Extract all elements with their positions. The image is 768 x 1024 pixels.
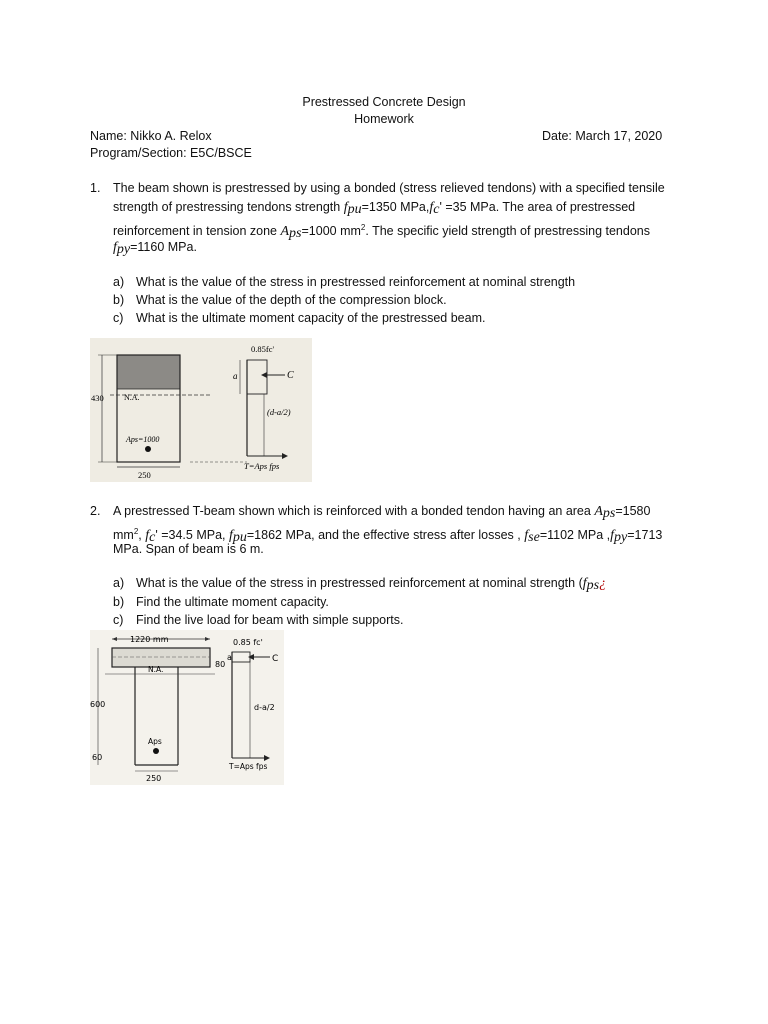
q1-item-c-text: What is the ultimate moment capacity of the prestressed beam. bbox=[136, 311, 486, 325]
q2-item-c-text: Find the live load for beam with simple supports. bbox=[136, 613, 404, 627]
q2-item-b-text: Find the ultimate moment capacity. bbox=[136, 595, 329, 609]
web-width-label: 250 bbox=[146, 774, 162, 783]
tendon-marker bbox=[153, 748, 159, 754]
q1-number: 1. bbox=[90, 181, 101, 195]
q2-line-2: $mm^2$, $f_c' =34.5$ MPa, $f_{pu}=1862$ MPa, and the effective stress after losses , $f_{se}=1102$ MPa $,f_{py}=1713$ bbox=[113, 527, 663, 545]
document-subtitle: Homework bbox=[354, 112, 414, 126]
neutral-axis-label: N.A. bbox=[148, 665, 164, 674]
a-label: a bbox=[227, 653, 232, 662]
tension-label: T=Aps fps bbox=[229, 762, 268, 771]
q1-item-b-text: What is the value of the depth of the compression block. bbox=[136, 293, 447, 307]
document-title: Prestressed Concrete Design bbox=[302, 95, 466, 109]
q2-line-1: A prestressed T-beam shown which is reinforced with a bonded tendon having an area $A_{ps}=1580$ bbox=[113, 504, 651, 521]
q1-line-4: $f_{py}=1160$ MPa. bbox=[113, 240, 197, 257]
tendon-area-label: Aps=1000 bbox=[126, 435, 160, 444]
q1-line-2: strength of prestressing tendons strength $f_{pu}=1350$ $MPa,f_c' =35$ MPa. The area of prestressed bbox=[113, 200, 636, 217]
a-label: a bbox=[233, 371, 238, 381]
q1-item-c-label: c) bbox=[113, 311, 124, 325]
lever-arm-label: (d-a/2) bbox=[267, 407, 291, 417]
q2-item-c-label: c) bbox=[113, 613, 124, 627]
stress-label: 0.85 fc' bbox=[233, 638, 263, 647]
neutral-axis-label: N.A. bbox=[124, 393, 140, 402]
width-label: 250 bbox=[138, 470, 151, 480]
q2-number: 2. bbox=[90, 504, 101, 518]
q1-line-1: The beam shown is prestressed by using a bonded (stress relieved tendons) with a specified tensile bbox=[113, 181, 665, 195]
flange-depth-label: 80 bbox=[215, 660, 226, 669]
height-label: 430 bbox=[91, 393, 104, 403]
tendon-marker bbox=[145, 446, 151, 452]
compression-block-shading bbox=[117, 355, 180, 389]
student-name: Name: Nikko A. Relox bbox=[90, 129, 212, 143]
tension-label: T=Aps fps bbox=[244, 461, 280, 471]
q1-item-a-label: a) bbox=[113, 275, 125, 289]
tendon-area-label: Aps bbox=[148, 737, 162, 746]
q2-item-b-label: b) bbox=[113, 595, 125, 609]
cover-label: 60 bbox=[92, 753, 103, 762]
q2-item-a-text: What is the value of the stress in prestressed reinforcement at nominal strength ($f_{ps}¿$ bbox=[136, 576, 607, 593]
compression-label: C bbox=[272, 654, 279, 664]
q1-beam-figure bbox=[90, 338, 312, 482]
stress-label: 0.85fc' bbox=[251, 344, 275, 354]
q1-beam-diagram bbox=[90, 338, 312, 482]
q1-line-3: reinforcement in tension zone $A_{ps}=1000$ $mm^2$. The specific yield strength of prestressing tendons bbox=[113, 223, 650, 241]
lever-arm-label: d-a/2 bbox=[254, 703, 275, 712]
height-label: 600 bbox=[90, 700, 106, 709]
q2-line-3: MPa. Span of beam is 6 m. bbox=[113, 542, 264, 556]
q2-item-a-label: a) bbox=[113, 576, 125, 590]
q2-tbeam-diagram bbox=[90, 630, 284, 785]
q2-tbeam-figure bbox=[90, 630, 284, 785]
date: Date: March 17, 2020 bbox=[542, 129, 663, 143]
q1-item-a-text: What is the value of the stress in prestressed reinforcement at nominal strength bbox=[136, 275, 576, 289]
program-section: Program/Section: E5C/BSCE bbox=[90, 146, 252, 160]
compression-label: C bbox=[287, 370, 294, 381]
flange-width-label: 1220 mm bbox=[130, 635, 169, 644]
q1-item-b-label: b) bbox=[113, 293, 125, 307]
